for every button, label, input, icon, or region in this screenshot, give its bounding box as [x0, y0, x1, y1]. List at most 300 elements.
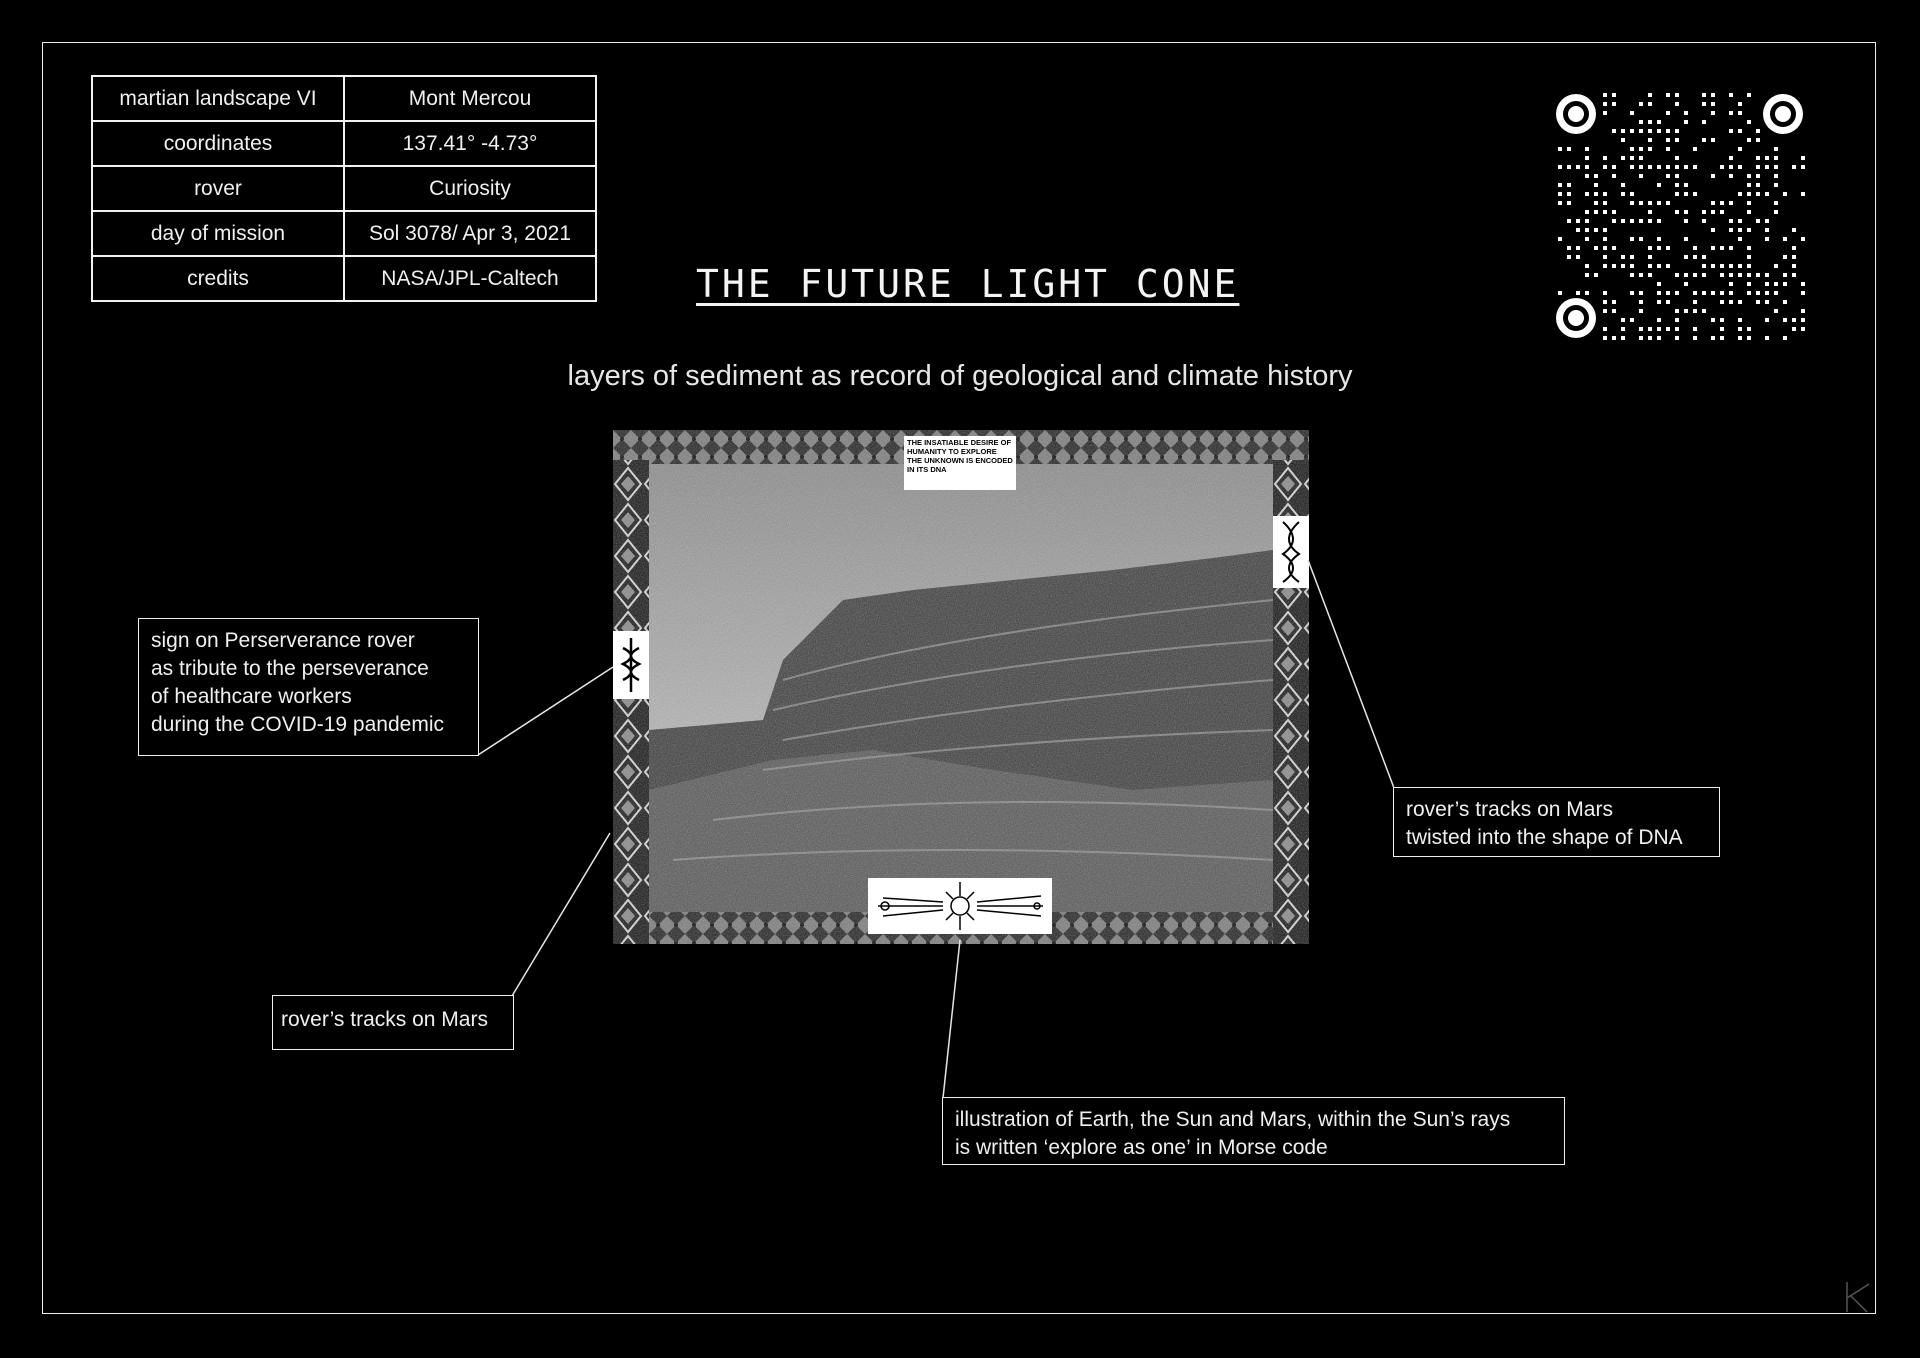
qr-module [1612, 129, 1616, 133]
qr-finder-top-left [1556, 94, 1596, 134]
qr-module [1693, 336, 1697, 340]
qr-module [1558, 147, 1562, 151]
qr-module [1720, 327, 1724, 331]
qr-module [1657, 219, 1661, 223]
qr-module [1765, 192, 1769, 196]
qr-module [1783, 237, 1787, 241]
qr-module [1675, 309, 1679, 313]
callout-perseverance-sign: sign on Perserverance rover as tribute to the perseverance of healthcare workers during the COVID-19 pandemic [138, 618, 479, 756]
qr-module [1603, 201, 1607, 205]
qr-module [1603, 102, 1607, 106]
qr-module [1585, 174, 1589, 178]
qr-module [1666, 300, 1670, 304]
qr-module [1657, 282, 1661, 286]
qr-module [1729, 291, 1733, 295]
qr-module [1558, 165, 1562, 169]
qr-module [1639, 129, 1643, 133]
qr-module [1630, 192, 1634, 196]
qr-module [1639, 237, 1643, 241]
qr-module [1783, 282, 1787, 286]
qr-module [1657, 120, 1661, 124]
qr-module [1585, 192, 1589, 196]
qr-module [1747, 327, 1751, 331]
qr-module [1747, 255, 1751, 259]
qr-module [1756, 291, 1760, 295]
info-row [92, 166, 596, 211]
qr-module [1612, 93, 1616, 97]
qr-module [1711, 201, 1715, 205]
qr-module [1594, 201, 1598, 205]
qr-module [1666, 174, 1670, 178]
qr-module [1783, 255, 1787, 259]
qr-module [1774, 156, 1778, 160]
qr-module [1603, 255, 1607, 259]
qr-module [1720, 318, 1724, 322]
qr-module [1648, 102, 1652, 106]
qr-module [1585, 219, 1589, 223]
qr-module [1693, 147, 1697, 151]
qr-module [1648, 201, 1652, 205]
qr-module [1657, 183, 1661, 187]
qr-module [1774, 183, 1778, 187]
qr-module [1648, 165, 1652, 169]
qr-module [1657, 291, 1661, 295]
qr-module [1657, 327, 1661, 331]
qr-module [1702, 264, 1706, 268]
info-value: NASA/JPL-Caltech [344, 256, 596, 301]
qr-module [1594, 183, 1598, 187]
qr-module [1801, 282, 1805, 286]
qr-module [1711, 210, 1715, 214]
qr-module [1738, 264, 1742, 268]
qr-module [1756, 129, 1760, 133]
qr-module [1729, 228, 1733, 232]
qr-module [1675, 192, 1679, 196]
qr-module [1621, 327, 1625, 331]
qr-module [1612, 174, 1616, 178]
qr-module [1567, 183, 1571, 187]
qr-code[interactable] [1553, 88, 1808, 343]
qr-module [1612, 102, 1616, 106]
qr-module [1630, 156, 1634, 160]
qr-module [1693, 255, 1697, 259]
qr-module [1747, 291, 1751, 295]
qr-module [1738, 336, 1742, 340]
qr-module [1666, 138, 1670, 142]
qr-module [1603, 309, 1607, 313]
qr-module [1693, 192, 1697, 196]
qr-module [1765, 228, 1769, 232]
qr-module [1693, 300, 1697, 304]
qr-module [1756, 156, 1760, 160]
qr-module [1648, 138, 1652, 142]
info-value: 137.41° -4.73° [344, 121, 596, 166]
qr-module [1684, 111, 1688, 115]
info-value: Sol 3078/ Apr 3, 2021 [344, 211, 596, 256]
qr-module [1792, 273, 1796, 277]
qr-module [1657, 201, 1661, 205]
qr-module [1603, 93, 1607, 97]
qr-module [1792, 228, 1796, 232]
qr-module [1576, 246, 1580, 250]
qr-module [1675, 336, 1679, 340]
qr-module [1567, 246, 1571, 250]
qr-module [1567, 201, 1571, 205]
qr-module [1801, 318, 1805, 322]
qr-module [1711, 138, 1715, 142]
qr-module [1648, 336, 1652, 340]
qr-module [1603, 336, 1607, 340]
info-row [92, 211, 596, 256]
qr-module [1675, 102, 1679, 106]
qr-module [1747, 264, 1751, 268]
qr-module [1639, 273, 1643, 277]
qr-module [1585, 237, 1589, 241]
qr-module [1612, 264, 1616, 268]
qr-module [1720, 201, 1724, 205]
qr-module [1729, 111, 1733, 115]
qr-module [1756, 138, 1760, 142]
qr-module [1630, 129, 1634, 133]
qr-module [1702, 102, 1706, 106]
qr-module [1720, 210, 1724, 214]
qr-module [1666, 165, 1670, 169]
qr-module [1720, 264, 1724, 268]
qr-module [1675, 273, 1679, 277]
qr-module [1684, 183, 1688, 187]
qr-module [1702, 255, 1706, 259]
qr-module [1585, 156, 1589, 160]
qr-module [1729, 273, 1733, 277]
qr-module [1756, 183, 1760, 187]
callout-morse-code: illustration of Earth, the Sun and Mars, within the Sun’s rays is written ‘explore as one’ in Morse code [942, 1097, 1565, 1165]
qr-module [1774, 210, 1778, 214]
qr-module [1783, 336, 1787, 340]
qr-module [1720, 300, 1724, 304]
qr-module [1702, 138, 1706, 142]
qr-module [1765, 237, 1769, 241]
qr-module [1603, 327, 1607, 331]
qr-module [1666, 147, 1670, 151]
qr-module [1594, 192, 1598, 196]
info-label: martian landscape VI [92, 76, 344, 121]
info-value: Mont Mercou [344, 76, 596, 121]
qr-module [1603, 111, 1607, 115]
dna-helix-icon [1273, 516, 1309, 588]
callout-dna-tracks: rover’s tracks on Mars twisted into the shape of DNA [1393, 787, 1720, 857]
qr-module [1657, 264, 1661, 268]
qr-module [1639, 165, 1643, 169]
qr-module [1567, 255, 1571, 259]
qr-module [1720, 291, 1724, 295]
qr-module [1774, 291, 1778, 295]
qr-module [1603, 264, 1607, 268]
qr-module [1747, 183, 1751, 187]
qr-module [1603, 210, 1607, 214]
qr-module [1729, 174, 1733, 178]
qr-module [1801, 192, 1805, 196]
qr-module [1702, 120, 1706, 124]
qr-module [1792, 165, 1796, 169]
qr-module [1747, 228, 1751, 232]
qr-module [1630, 165, 1634, 169]
qr-module [1738, 102, 1742, 106]
qr-module [1765, 282, 1769, 286]
qr-module [1603, 228, 1607, 232]
qr-module [1765, 336, 1769, 340]
qr-module [1567, 219, 1571, 223]
qr-module [1567, 165, 1571, 169]
qr-module [1720, 246, 1724, 250]
qr-module [1639, 300, 1643, 304]
qr-module [1666, 201, 1670, 205]
info-label: rover [92, 166, 344, 211]
qr-module [1774, 147, 1778, 151]
qr-module [1801, 309, 1805, 313]
qr-module [1603, 156, 1607, 160]
qr-module [1765, 156, 1769, 160]
qr-module [1684, 237, 1688, 241]
qr-module [1738, 327, 1742, 331]
qr-module [1648, 129, 1652, 133]
qr-module [1630, 147, 1634, 151]
qr-module [1585, 147, 1589, 151]
info-label: coordinates [92, 121, 344, 166]
qr-module [1684, 309, 1688, 313]
info-value: Curiosity [344, 166, 596, 211]
qr-module [1675, 93, 1679, 97]
qr-module [1648, 219, 1652, 223]
qr-module [1639, 174, 1643, 178]
qr-module [1558, 291, 1562, 295]
qr-module [1684, 120, 1688, 124]
qr-module [1783, 300, 1787, 304]
qr-module [1729, 264, 1733, 268]
qr-module [1675, 129, 1679, 133]
qr-module [1558, 201, 1562, 205]
qr-module [1648, 147, 1652, 151]
qr-module [1585, 228, 1589, 232]
qr-module [1747, 210, 1751, 214]
qr-module [1630, 264, 1634, 268]
qr-module [1729, 246, 1733, 250]
qr-module [1765, 165, 1769, 169]
qr-module [1630, 273, 1634, 277]
qr-module [1639, 147, 1643, 151]
qr-module [1612, 309, 1616, 313]
qr-module [1711, 102, 1715, 106]
qr-module [1738, 111, 1742, 115]
mars-landscape-artwork [613, 430, 1309, 944]
qr-module [1774, 264, 1778, 268]
qr-module [1711, 291, 1715, 295]
qr-module [1675, 210, 1679, 214]
qr-module [1639, 201, 1643, 205]
qr-module [1684, 282, 1688, 286]
qr-module [1720, 336, 1724, 340]
qr-module [1675, 318, 1679, 322]
qr-module [1711, 246, 1715, 250]
qr-module [1666, 129, 1670, 133]
qr-module [1792, 246, 1796, 250]
qr-module [1630, 201, 1634, 205]
qr-module [1729, 282, 1733, 286]
qr-module [1594, 228, 1598, 232]
qr-module [1612, 246, 1616, 250]
qr-module [1711, 318, 1715, 322]
qr-module [1801, 237, 1805, 241]
qr-module [1702, 273, 1706, 277]
qr-module [1720, 273, 1724, 277]
qr-module [1747, 282, 1751, 286]
qr-module [1666, 246, 1670, 250]
page-title: THE FUTURE LIGHT CONE [696, 262, 1240, 306]
qr-module [1738, 237, 1742, 241]
qr-module [1702, 93, 1706, 97]
qr-module [1801, 156, 1805, 160]
qr-module [1666, 93, 1670, 97]
qr-module [1738, 129, 1742, 133]
qr-module [1603, 291, 1607, 295]
qr-module [1576, 219, 1580, 223]
qr-module [1603, 237, 1607, 241]
qr-module [1639, 120, 1643, 124]
qr-module [1648, 255, 1652, 259]
page-subtitle: layers of sediment as record of geological and climate history [567, 360, 1353, 392]
qr-module [1747, 174, 1751, 178]
info-row [92, 256, 596, 301]
qr-module [1765, 219, 1769, 223]
qr-finder-top-right [1763, 94, 1803, 134]
qr-module [1738, 219, 1742, 223]
qr-module [1666, 111, 1670, 115]
qr-module [1747, 273, 1751, 277]
qr-module [1585, 291, 1589, 295]
qr-module [1774, 165, 1778, 169]
qr-module [1675, 174, 1679, 178]
qr-module [1639, 327, 1643, 331]
qr-module [1675, 165, 1679, 169]
qr-module [1621, 255, 1625, 259]
qr-module [1765, 291, 1769, 295]
qr-module [1729, 93, 1733, 97]
qr-module [1657, 129, 1661, 133]
callout-rover-tracks: rover’s tracks on Mars [272, 995, 514, 1050]
qr-module [1621, 192, 1625, 196]
qr-module [1603, 165, 1607, 169]
qr-module [1729, 201, 1733, 205]
qr-module [1594, 210, 1598, 214]
qr-module [1801, 291, 1805, 295]
qr-module [1558, 237, 1562, 241]
qr-module [1738, 228, 1742, 232]
qr-module [1675, 183, 1679, 187]
qr-module [1621, 129, 1625, 133]
qr-module [1612, 219, 1616, 223]
qr-module [1666, 264, 1670, 268]
qr-module [1684, 192, 1688, 196]
qr-module [1585, 210, 1589, 214]
qr-module [1693, 327, 1697, 331]
qr-module [1756, 300, 1760, 304]
qr-module [1720, 165, 1724, 169]
qr-module [1729, 165, 1733, 169]
qr-module [1756, 174, 1760, 178]
qr-module [1702, 219, 1706, 223]
qr-module [1675, 327, 1679, 331]
qr-module [1585, 273, 1589, 277]
qr-module [1711, 111, 1715, 115]
qr-module [1648, 264, 1652, 268]
qr-module [1612, 300, 1616, 304]
qr-module [1711, 228, 1715, 232]
qr-module [1765, 273, 1769, 277]
qr-module [1639, 156, 1643, 160]
qr-module [1774, 309, 1778, 313]
qr-module [1783, 192, 1787, 196]
qr-module [1783, 318, 1787, 322]
info-table [91, 75, 597, 302]
qr-module [1657, 336, 1661, 340]
qr-module [1621, 264, 1625, 268]
qr-module [1756, 273, 1760, 277]
qr-module [1648, 246, 1652, 250]
qr-module [1567, 147, 1571, 151]
qr-module [1711, 93, 1715, 97]
qr-module [1792, 255, 1796, 259]
qr-module [1594, 174, 1598, 178]
qr-module [1801, 165, 1805, 169]
qr-module [1711, 174, 1715, 178]
qr-module [1747, 246, 1751, 250]
qr-module [1621, 336, 1625, 340]
qr-module [1729, 219, 1733, 223]
qr-module [1738, 318, 1742, 322]
qr-module [1684, 255, 1688, 259]
qr-module [1684, 273, 1688, 277]
qr-module [1684, 165, 1688, 169]
qr-module [1684, 219, 1688, 223]
qr-module [1756, 219, 1760, 223]
qr-module [1639, 219, 1643, 223]
qr-module [1738, 192, 1742, 196]
qr-module [1558, 192, 1562, 196]
qr-module [1666, 291, 1670, 295]
qr-module [1729, 156, 1733, 160]
qr-module [1702, 309, 1706, 313]
qr-module [1657, 318, 1661, 322]
qr-module [1738, 300, 1742, 304]
qr-module [1576, 165, 1580, 169]
qr-module [1576, 228, 1580, 232]
qr-module [1585, 165, 1589, 169]
qr-module [1603, 300, 1607, 304]
qr-module [1693, 273, 1697, 277]
qr-module [1630, 111, 1634, 115]
qr-module [1711, 336, 1715, 340]
qr-module [1657, 237, 1661, 241]
qr-module [1621, 318, 1625, 322]
info-label: day of mission [92, 211, 344, 256]
dna-quote-text: THE INSATIABLE DESIRE OF HUMANITY TO EXPLORE THE UNKNOWN IS ENCODED IN ITS DNA [907, 438, 1013, 474]
qr-module [1666, 327, 1670, 331]
qr-module [1594, 246, 1598, 250]
qr-module [1747, 93, 1751, 97]
qr-module [1630, 291, 1634, 295]
qr-module [1783, 273, 1787, 277]
info-label: credits [92, 256, 344, 301]
qr-module [1729, 300, 1733, 304]
